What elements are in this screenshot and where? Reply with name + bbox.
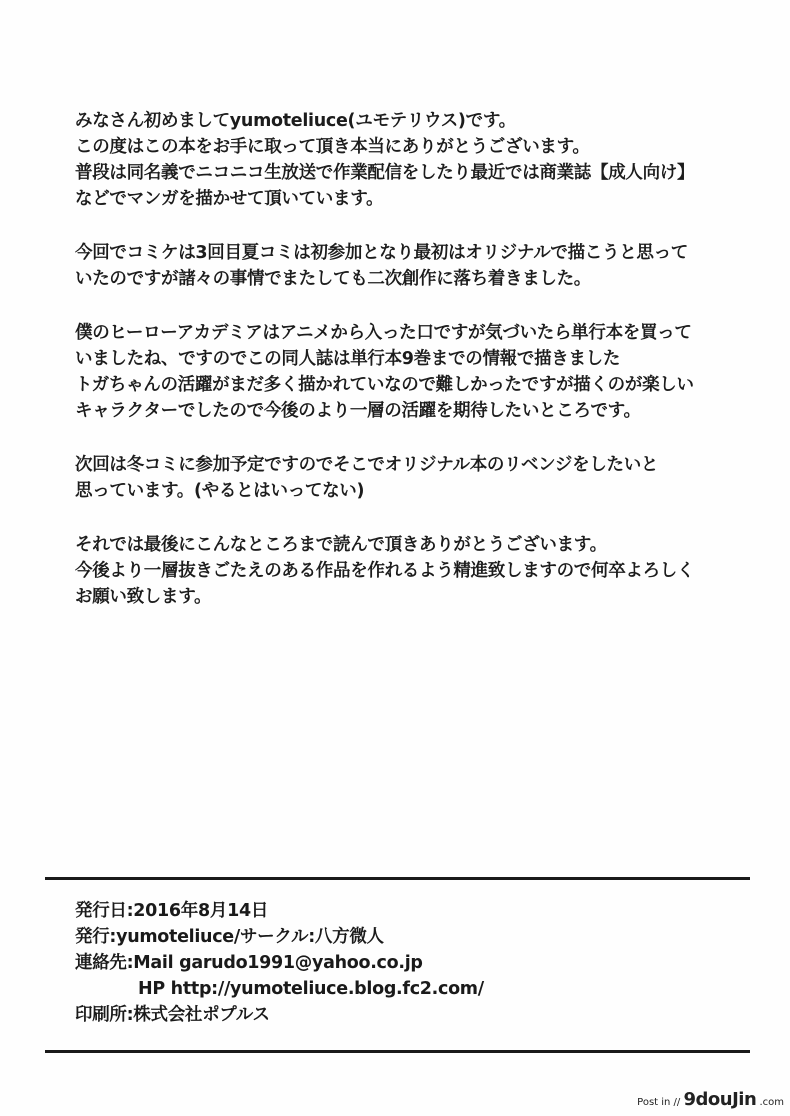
watermark-suffix: .com [759, 1097, 784, 1108]
text-line: 普段は同名義でニコニコ生放送で作業配信をしたり最近では商業誌【成人向け】 [75, 163, 695, 183]
text-line: いたのですが諸々の事情でまたしても二次創作に落ち着きました。 [75, 269, 591, 289]
issue-date: 発行日:2016年8月14日 [75, 901, 269, 921]
text-line: 今回でコミケは3回目夏コミは初参加となり最初はオリジナルで描こうと思って [75, 243, 688, 263]
afterword-text [75, 108, 755, 638]
watermark-prefix: Post in // [637, 1097, 681, 1108]
contact-homepage: HP http://yumoteliuce.blog.fc2.com/ [138, 979, 484, 999]
text-line: それでは最後にこんなところまで読んで頂きありがとうございます。 [75, 535, 607, 555]
paragraph-1 [75, 108, 755, 212]
text-line: などでマンガを描かせて頂いています。 [75, 189, 384, 209]
text-line: 今後より一層抜きごたえのある作品を作れるよう精進致しますので何卒よろしく [75, 561, 695, 581]
paragraph-4 [75, 452, 755, 504]
text-line: この度はこの本をお手に取って頂き本当にありがとうございます。 [75, 137, 590, 157]
text-line: トガちゃんの活躍がまだ多く描かれていなので難しかったですが描くのが楽しい [75, 375, 694, 395]
text-line: 思っています。(やるとはいってない) [75, 481, 365, 501]
text-line: お願い致します。 [75, 587, 212, 607]
paragraph-5 [75, 532, 755, 610]
paragraph-3 [75, 320, 755, 424]
text-line: みなさん初めましてyumoteliuce(ユモテリウス)です。 [75, 111, 516, 131]
colophon-bottom-divider [45, 1050, 750, 1053]
contact-mail: 連絡先:Mail garudo1991@yahoo.co.jp [75, 953, 423, 973]
colophon [75, 898, 715, 1028]
text-line: 僕のヒーローアカデミアはアニメから入った口ですが気づいたら単行本を買って [75, 323, 692, 343]
text-line: キャラクターでしたので今後のより一層の活躍を期待したいところです。 [75, 401, 641, 421]
publisher-info: 発行:yumoteliuce/サークル:八方微人 [75, 927, 384, 947]
text-line: いましたね、ですのでこの同人誌は単行本9巻までの情報で描きました [75, 349, 621, 369]
printer-info: 印刷所:株式会社ポプルス [75, 1005, 270, 1025]
colophon-top-divider [45, 877, 750, 880]
watermark-brand: 9douJin [683, 1089, 757, 1110]
text-line: 次回は冬コミに参加予定ですのでそこでオリジナル本のリベンジをしたいと [75, 455, 659, 475]
paragraph-2 [75, 240, 755, 292]
site-watermark [637, 1089, 784, 1110]
